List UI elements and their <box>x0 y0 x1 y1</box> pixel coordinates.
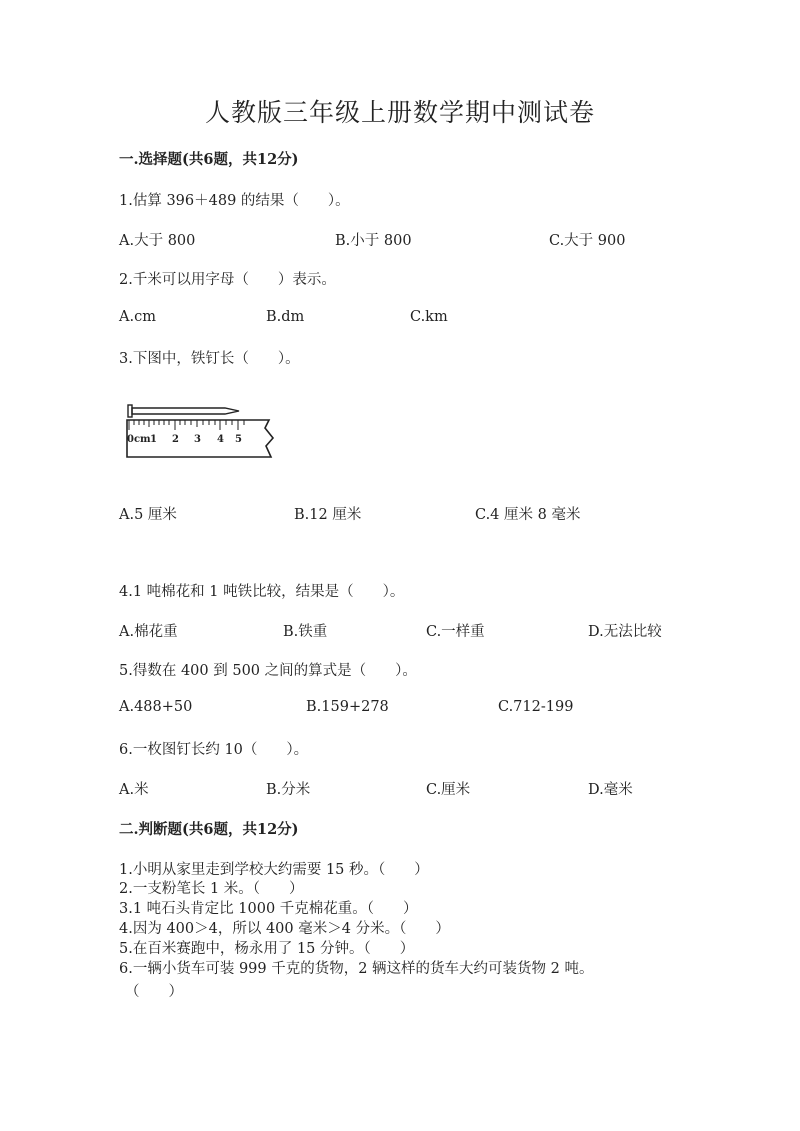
option-b: B.12 厘米 <box>294 507 362 523</box>
section-heading-judgement: 二.判断题(共6题，共12分) <box>119 821 299 838</box>
ruler-label: 5 <box>235 434 242 445</box>
option-a: A.米 <box>119 782 149 798</box>
ruler-label: 4 <box>217 434 224 445</box>
option-c: C.4 厘米 8 毫米 <box>475 507 581 523</box>
option-a: A.大于 800 <box>119 233 196 249</box>
judgement-item-answer-blank: （ ） <box>125 984 183 1000</box>
nail-icon <box>128 405 239 417</box>
question-stem: 2.千米可以用字母（ ）表示。 <box>119 272 336 288</box>
question-stem: 3.下图中，铁钉长（ ）。 <box>119 351 300 367</box>
page-title: 人教版三年级上册数学期中测试卷 <box>204 98 595 127</box>
option-d: D.无法比较 <box>588 624 662 640</box>
option-c: C.一样重 <box>426 624 485 640</box>
ruler-label: 1 <box>150 434 157 445</box>
judgement-item: 4.因为 400＞4，所以 400 毫米＞4 分米。（ ） <box>119 921 450 937</box>
option-a: A.棉花重 <box>119 624 178 640</box>
option-b: B.铁重 <box>283 624 328 640</box>
option-c: C.712-199 <box>498 699 574 715</box>
option-a: A.5 厘米 <box>119 507 177 523</box>
judgement-item: 1.小明从家里走到学校大约需要 15 秒。（ ） <box>119 862 429 878</box>
option-c: C.厘米 <box>426 782 471 798</box>
question-stem: 4.1 吨棉花和 1 吨铁比较，结果是（ ）。 <box>119 584 405 600</box>
ruler-label: 2 <box>172 434 179 445</box>
option-d: D.毫米 <box>588 782 633 798</box>
judgement-item: 2.一支粉笔长 1 米。（ ） <box>119 881 304 897</box>
option-b: B.分米 <box>266 782 311 798</box>
option-b: B.159+278 <box>306 699 389 715</box>
judgement-item: 3.1 吨石头肯定比 1000 千克棉花重。（ ） <box>119 901 418 917</box>
judgement-item: 5.在百米赛跑中，杨永用了 15 分钟。（ ） <box>119 941 415 957</box>
option-c: C.大于 900 <box>549 233 626 249</box>
option-c: C.km <box>410 309 448 325</box>
question-stem: 6.一枚图钉长约 10（ ）。 <box>119 742 309 758</box>
question-stem: 5.得数在 400 到 500 之间的算式是（ ）。 <box>119 663 417 679</box>
question-stem: 1.估算 396＋489 的结果（ ）。 <box>119 193 350 209</box>
nail-ruler-figure <box>125 400 275 466</box>
option-a: A.488+50 <box>119 699 193 715</box>
section-heading-choice: 一.选择题(共6题，共12分) <box>119 151 299 168</box>
ruler-label: 3 <box>194 434 201 445</box>
option-b: B.dm <box>266 309 305 325</box>
option-b: B.小于 800 <box>335 233 412 249</box>
ruler-label: 0cm <box>127 434 151 445</box>
judgement-item: 6.一辆小货车可装 999 千克的货物，2 辆这样的货车大约可装货物 2 吨。 <box>119 961 594 977</box>
option-a: A.cm <box>119 309 156 325</box>
